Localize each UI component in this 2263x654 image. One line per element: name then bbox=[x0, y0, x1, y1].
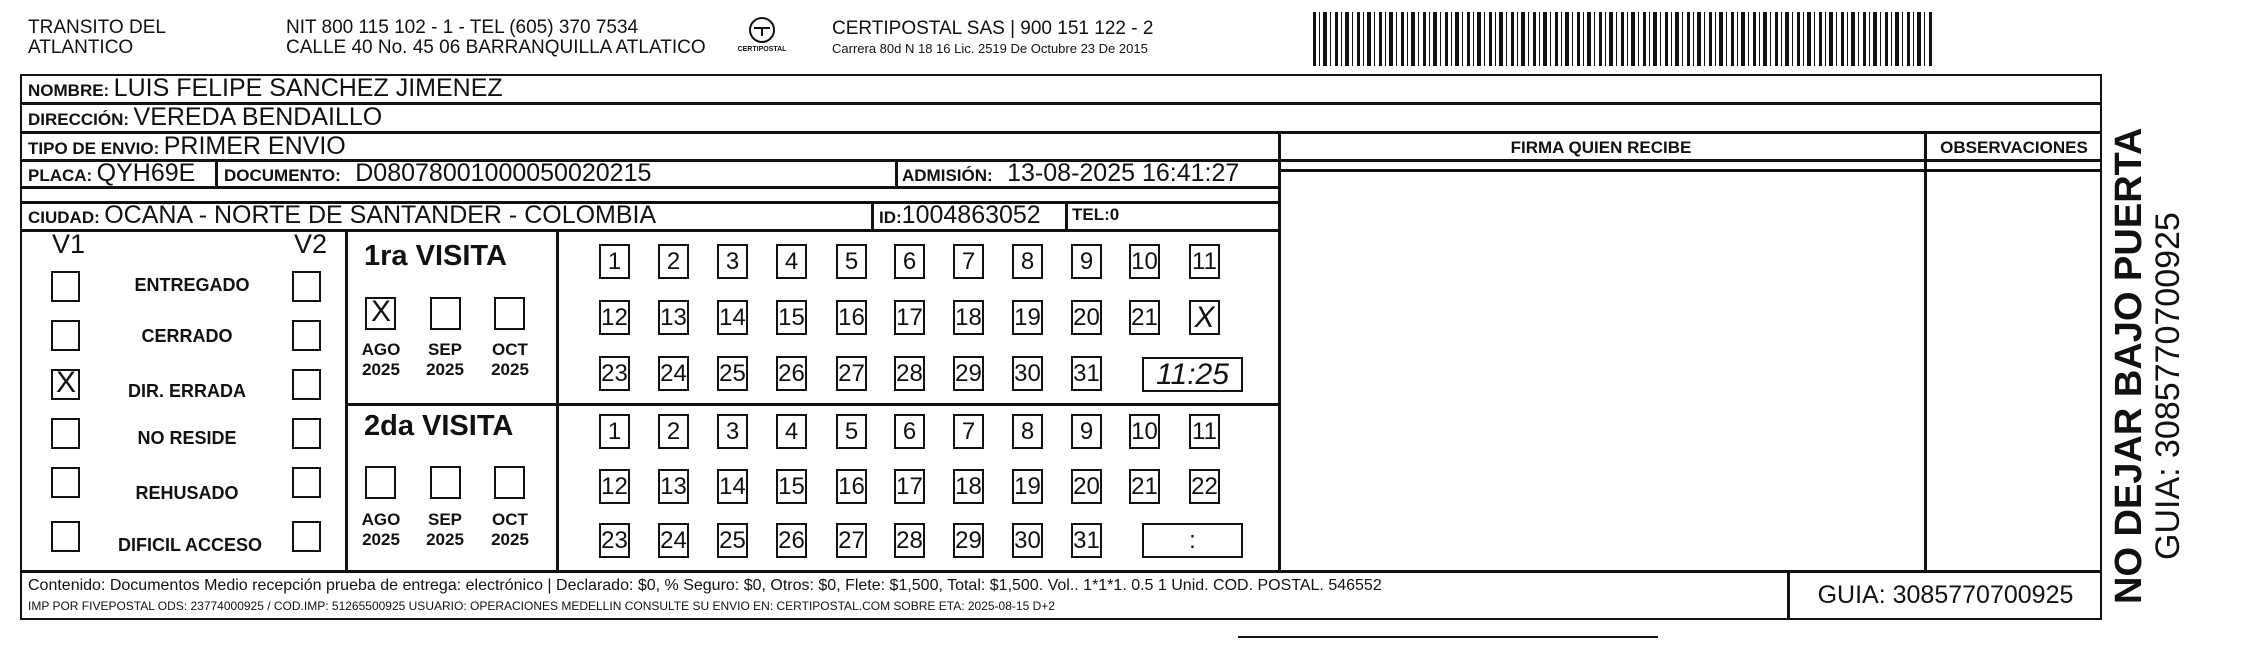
nombre-value: LUIS FELIPE SANCHEZ JIMENEZ bbox=[113, 74, 503, 102]
tel-cell bbox=[1072, 201, 1119, 230]
month-year: 2025 bbox=[491, 360, 529, 379]
second-visit-day-21[interactable]: 21 bbox=[1129, 469, 1160, 504]
v1-no-reside-checkbox[interactable] bbox=[51, 418, 80, 449]
v2-label: V2 bbox=[294, 229, 328, 259]
ciudad-label: CIUDAD: bbox=[28, 208, 100, 227]
second-visit-day-25[interactable]: 25 bbox=[717, 523, 748, 558]
second-visit-oct-checkbox[interactable] bbox=[494, 466, 525, 499]
first-visit-sep-checkbox[interactable] bbox=[430, 297, 461, 330]
month-name: AGO bbox=[361, 510, 401, 529]
second-visit-day-16[interactable]: 16 bbox=[836, 469, 867, 504]
tipo-value: PRIMER ENVIO bbox=[163, 132, 346, 160]
v1-dir-errada-checkbox[interactable] bbox=[51, 366, 80, 400]
first-visit-day-2[interactable]: 2 bbox=[658, 244, 689, 279]
first-visit-month-ago bbox=[357, 340, 405, 380]
option-dificil-acceso: DIFICIL ACCESO bbox=[117, 535, 262, 555]
second-visit-day-1[interactable]: 1 bbox=[599, 414, 630, 449]
first-visit-day-18[interactable]: 18 bbox=[953, 300, 984, 335]
second-visit-day-23[interactable]: 23 bbox=[599, 523, 630, 558]
first-visit-day-23[interactable]: 23 bbox=[599, 356, 630, 391]
second-visit-title: 2da VISITA bbox=[364, 410, 514, 442]
nombre-row bbox=[28, 74, 503, 106]
first-visit-month-sep bbox=[421, 340, 469, 380]
agency-name bbox=[28, 18, 166, 58]
second-visit-day-30[interactable]: 30 bbox=[1012, 523, 1043, 558]
first-visit-day-14[interactable]: 14 bbox=[717, 300, 748, 335]
tel-value: 0 bbox=[1109, 205, 1120, 224]
first-visit-day-3[interactable]: 3 bbox=[717, 244, 748, 279]
month-year: 2025 bbox=[362, 360, 400, 379]
option-entregado: ENTREGADO bbox=[134, 275, 250, 295]
second-visit-time-box[interactable] bbox=[1142, 523, 1243, 558]
direccion-value: VEREDA BENDAILLO bbox=[133, 103, 383, 131]
id-label: ID: bbox=[879, 208, 902, 227]
first-visit-time: 11:25 bbox=[1156, 358, 1229, 391]
side-guia: GUIA: 3085770700925 bbox=[2149, 212, 2187, 560]
id-cell bbox=[879, 201, 1041, 233]
first-visit-day-17[interactable]: 17 bbox=[894, 300, 925, 335]
first-visit-day-1[interactable]: 1 bbox=[599, 244, 630, 279]
placa-cell bbox=[28, 159, 195, 191]
first-visit-day-7[interactable]: 7 bbox=[953, 244, 984, 279]
second-visit-day-28[interactable]: 28 bbox=[894, 523, 925, 558]
v1-entregado-checkbox[interactable] bbox=[51, 271, 80, 302]
first-visit-day-15[interactable]: 15 bbox=[776, 300, 807, 335]
first-visit-ago-checkbox[interactable] bbox=[365, 297, 396, 330]
footer-content bbox=[28, 575, 1382, 616]
admision-label: ADMISIÓN: bbox=[902, 166, 993, 185]
nombre-label: NOMBRE: bbox=[28, 81, 110, 100]
seal-text: CERTIPOSTAL bbox=[737, 46, 787, 53]
option-rehusado: REHUSADO bbox=[135, 483, 239, 503]
second-visit-day-17[interactable]: 17 bbox=[894, 469, 925, 504]
first-visit-month-oct bbox=[486, 340, 534, 380]
second-visit-day-2[interactable]: 2 bbox=[658, 414, 689, 449]
second-visit-day-9[interactable]: 9 bbox=[1071, 414, 1102, 449]
month-name: SEP bbox=[427, 340, 463, 359]
footer-line-1: Contenido: Documentos Medio recepción prueba de entrega: electrónico | Declarado: $0, % Seguro: $0, Otros: $0, Flete: $1,500, Total: $1,500. Vol.. 1*1*1. 0.5 1 Unid. COD. POSTAL. 546552 bbox=[28, 577, 1382, 594]
month-name: SEP bbox=[427, 510, 463, 529]
first-visit-day-30[interactable]: 30 bbox=[1012, 356, 1043, 391]
documento-value: D08078001000050020215 bbox=[355, 159, 652, 187]
first-visit-ago-mark: X bbox=[371, 295, 392, 328]
id-value: 1004863052 bbox=[901, 201, 1041, 229]
v1-dificil-acceso-checkbox[interactable] bbox=[51, 521, 80, 552]
observaciones-header: OBSERVACIONES bbox=[1940, 138, 2088, 157]
ciudad-cell bbox=[28, 201, 656, 233]
first-visit-day-29[interactable]: 29 bbox=[953, 356, 984, 391]
second-visit-month-sep bbox=[421, 510, 469, 550]
second-visit-day-7[interactable]: 7 bbox=[953, 414, 984, 449]
bottom-rule bbox=[1238, 636, 1658, 638]
first-visit-day-8[interactable]: 8 bbox=[1012, 244, 1043, 279]
second-visit-day-18[interactable]: 18 bbox=[953, 469, 984, 504]
second-visit-day-3[interactable]: 3 bbox=[717, 414, 748, 449]
first-visit-time-box[interactable] bbox=[1142, 357, 1243, 392]
second-visit-ago-checkbox[interactable] bbox=[365, 466, 396, 499]
footer-line-2: IMP POR FIVEPOSTAL ODS: 23774000925 / COD.IMP: 51265500925 USUARIO: OPERACIONES MEDELLIN CONSULTE SU ENVIO EN: CERTIPOSTAL.COM SOBRE ETA: 2025-08-15 D+2 bbox=[28, 599, 1055, 613]
month-name: AGO bbox=[361, 340, 401, 359]
first-visit-day-26[interactable]: 26 bbox=[776, 356, 807, 391]
company-line: CERTIPOSTAL SAS | 900 151 122 - 2 bbox=[832, 18, 1154, 39]
first-visit-oct-checkbox[interactable] bbox=[494, 297, 525, 330]
nit-line: NIT 800 115 102 - 1 - TEL (605) 370 7534 bbox=[286, 17, 639, 38]
firma-header: FIRMA QUIEN RECIBE bbox=[1510, 138, 1692, 157]
first-visit-day-24[interactable]: 24 bbox=[658, 356, 689, 391]
second-visit-day-27[interactable]: 27 bbox=[836, 523, 867, 558]
second-visit-day-19[interactable]: 19 bbox=[1012, 469, 1043, 504]
option-cerrado: CERRADO bbox=[141, 326, 233, 346]
first-visit-day-9[interactable]: 9 bbox=[1071, 244, 1102, 279]
second-visit-day-24[interactable]: 24 bbox=[658, 523, 689, 558]
tipo-label: TIPO DE ENVIO: bbox=[28, 139, 160, 158]
no-dejar-bajo-puerta: NO DEJAR BAJO PUERTA bbox=[2108, 127, 2150, 604]
v1-rehusado-checkbox[interactable] bbox=[51, 467, 80, 498]
month-name: OCT bbox=[492, 340, 528, 359]
first-visit-day-22[interactable]: X bbox=[1189, 300, 1220, 335]
tel-label: TEL: bbox=[1072, 205, 1110, 224]
v2-no-reside-checkbox[interactable] bbox=[292, 418, 321, 449]
second-visit-day-12[interactable]: 12 bbox=[599, 469, 630, 504]
option-no-reside: NO RESIDE bbox=[137, 428, 237, 448]
second-visit-sep-checkbox[interactable] bbox=[430, 466, 461, 499]
first-visit-day-27[interactable]: 27 bbox=[836, 356, 867, 391]
placa-value: QYH69E bbox=[96, 159, 196, 187]
second-visit-day-20[interactable]: 20 bbox=[1071, 469, 1102, 504]
first-visit-day-4[interactable]: 4 bbox=[776, 244, 807, 279]
v2-cerrado-checkbox[interactable] bbox=[292, 320, 321, 351]
first-visit-day-6[interactable]: 6 bbox=[894, 244, 925, 279]
first-visit-day-19[interactable]: 19 bbox=[1012, 300, 1043, 335]
first-visit-day-5[interactable]: 5 bbox=[836, 244, 867, 279]
v2-dificil-acceso-checkbox[interactable] bbox=[292, 521, 321, 552]
first-visit-day-16[interactable]: 16 bbox=[836, 300, 867, 335]
first-visit-day-21[interactable]: 21 bbox=[1129, 300, 1160, 335]
second-visit-day-11[interactable]: 11 bbox=[1189, 414, 1220, 449]
second-visit-day-14[interactable]: 14 bbox=[717, 469, 748, 504]
v2-rehusado-checkbox[interactable] bbox=[292, 467, 321, 498]
option-dir-errada: DIR. ERRADA bbox=[127, 381, 246, 401]
agency-contact bbox=[286, 18, 706, 58]
v2-entregado-checkbox[interactable] bbox=[292, 271, 321, 302]
first-visit-day-20[interactable]: 20 bbox=[1071, 300, 1102, 335]
address-line: CALLE 40 No. 45 06 BARRANQUILLA ATLATICO bbox=[286, 37, 706, 58]
v2-dir-errada-checkbox[interactable] bbox=[292, 369, 321, 400]
first-visit-day-11[interactable]: 11 bbox=[1189, 244, 1220, 279]
first-visit-title: 1ra VISITA bbox=[364, 240, 507, 272]
side-vertical-text bbox=[2108, 102, 2258, 612]
direccion-label: DIRECCIÓN: bbox=[28, 110, 130, 129]
first-visit-day-12[interactable]: 12 bbox=[599, 300, 630, 335]
license-line: Carrera 80d N 18 16 Lic. 2519 De Octubre 23 De 2015 bbox=[832, 41, 1148, 56]
v1-dir-errada-mark: X bbox=[56, 366, 77, 399]
first-visit-day-13[interactable]: 13 bbox=[658, 300, 689, 335]
second-visit-day-5[interactable]: 5 bbox=[836, 414, 867, 449]
agency-line-2: ATLANTICO bbox=[28, 37, 134, 58]
second-visit-day-22[interactable]: 22 bbox=[1189, 469, 1220, 504]
second-visit-time: : bbox=[1189, 527, 1196, 554]
direccion-row bbox=[28, 103, 382, 135]
second-visit-day-26[interactable]: 26 bbox=[776, 523, 807, 558]
company-info bbox=[832, 18, 1153, 58]
month-year: 2025 bbox=[426, 360, 464, 379]
second-visit-day-15[interactable]: 15 bbox=[776, 469, 807, 504]
barcode bbox=[1313, 12, 1933, 66]
footer-guia: GUIA: 3085770700925 bbox=[1817, 581, 2074, 609]
second-visit-day-31[interactable]: 31 bbox=[1071, 523, 1102, 558]
second-visit-day-29[interactable]: 29 bbox=[953, 523, 984, 558]
second-visit-day-4[interactable]: 4 bbox=[776, 414, 807, 449]
first-visit-day-10[interactable]: 10 bbox=[1129, 244, 1160, 279]
second-visit-day-8[interactable]: 8 bbox=[1012, 414, 1043, 449]
placa-label: PLACA: bbox=[28, 166, 93, 185]
first-visit-day-25[interactable]: 25 bbox=[717, 356, 748, 391]
certipostal-seal-icon bbox=[732, 16, 792, 60]
second-visit-day-13[interactable]: 13 bbox=[658, 469, 689, 504]
second-visit-day-10[interactable]: 10 bbox=[1129, 414, 1160, 449]
month-year: 2025 bbox=[491, 530, 529, 549]
ciudad-value: OCAÑA - NORTE DE SANTANDER - COLOMBIA bbox=[104, 201, 657, 229]
month-year: 2025 bbox=[426, 530, 464, 549]
month-name: OCT bbox=[492, 510, 528, 529]
agency-line-1: TRANSITO DEL bbox=[28, 17, 166, 38]
documento-label: DOCUMENTO: bbox=[224, 166, 341, 185]
admision-cell bbox=[902, 159, 1239, 191]
admision-value: 13-08-2025 16:41:27 bbox=[1007, 159, 1240, 187]
v1-label: V1 bbox=[52, 229, 86, 259]
v1-cerrado-checkbox[interactable] bbox=[51, 320, 80, 351]
documento-cell bbox=[224, 159, 651, 191]
second-visit-month-oct bbox=[486, 510, 534, 550]
first-visit-day-31[interactable]: 31 bbox=[1071, 356, 1102, 391]
month-year: 2025 bbox=[362, 530, 400, 549]
second-visit-month-ago bbox=[357, 510, 405, 550]
second-visit-day-6[interactable]: 6 bbox=[894, 414, 925, 449]
first-visit-day-28[interactable]: 28 bbox=[894, 356, 925, 391]
